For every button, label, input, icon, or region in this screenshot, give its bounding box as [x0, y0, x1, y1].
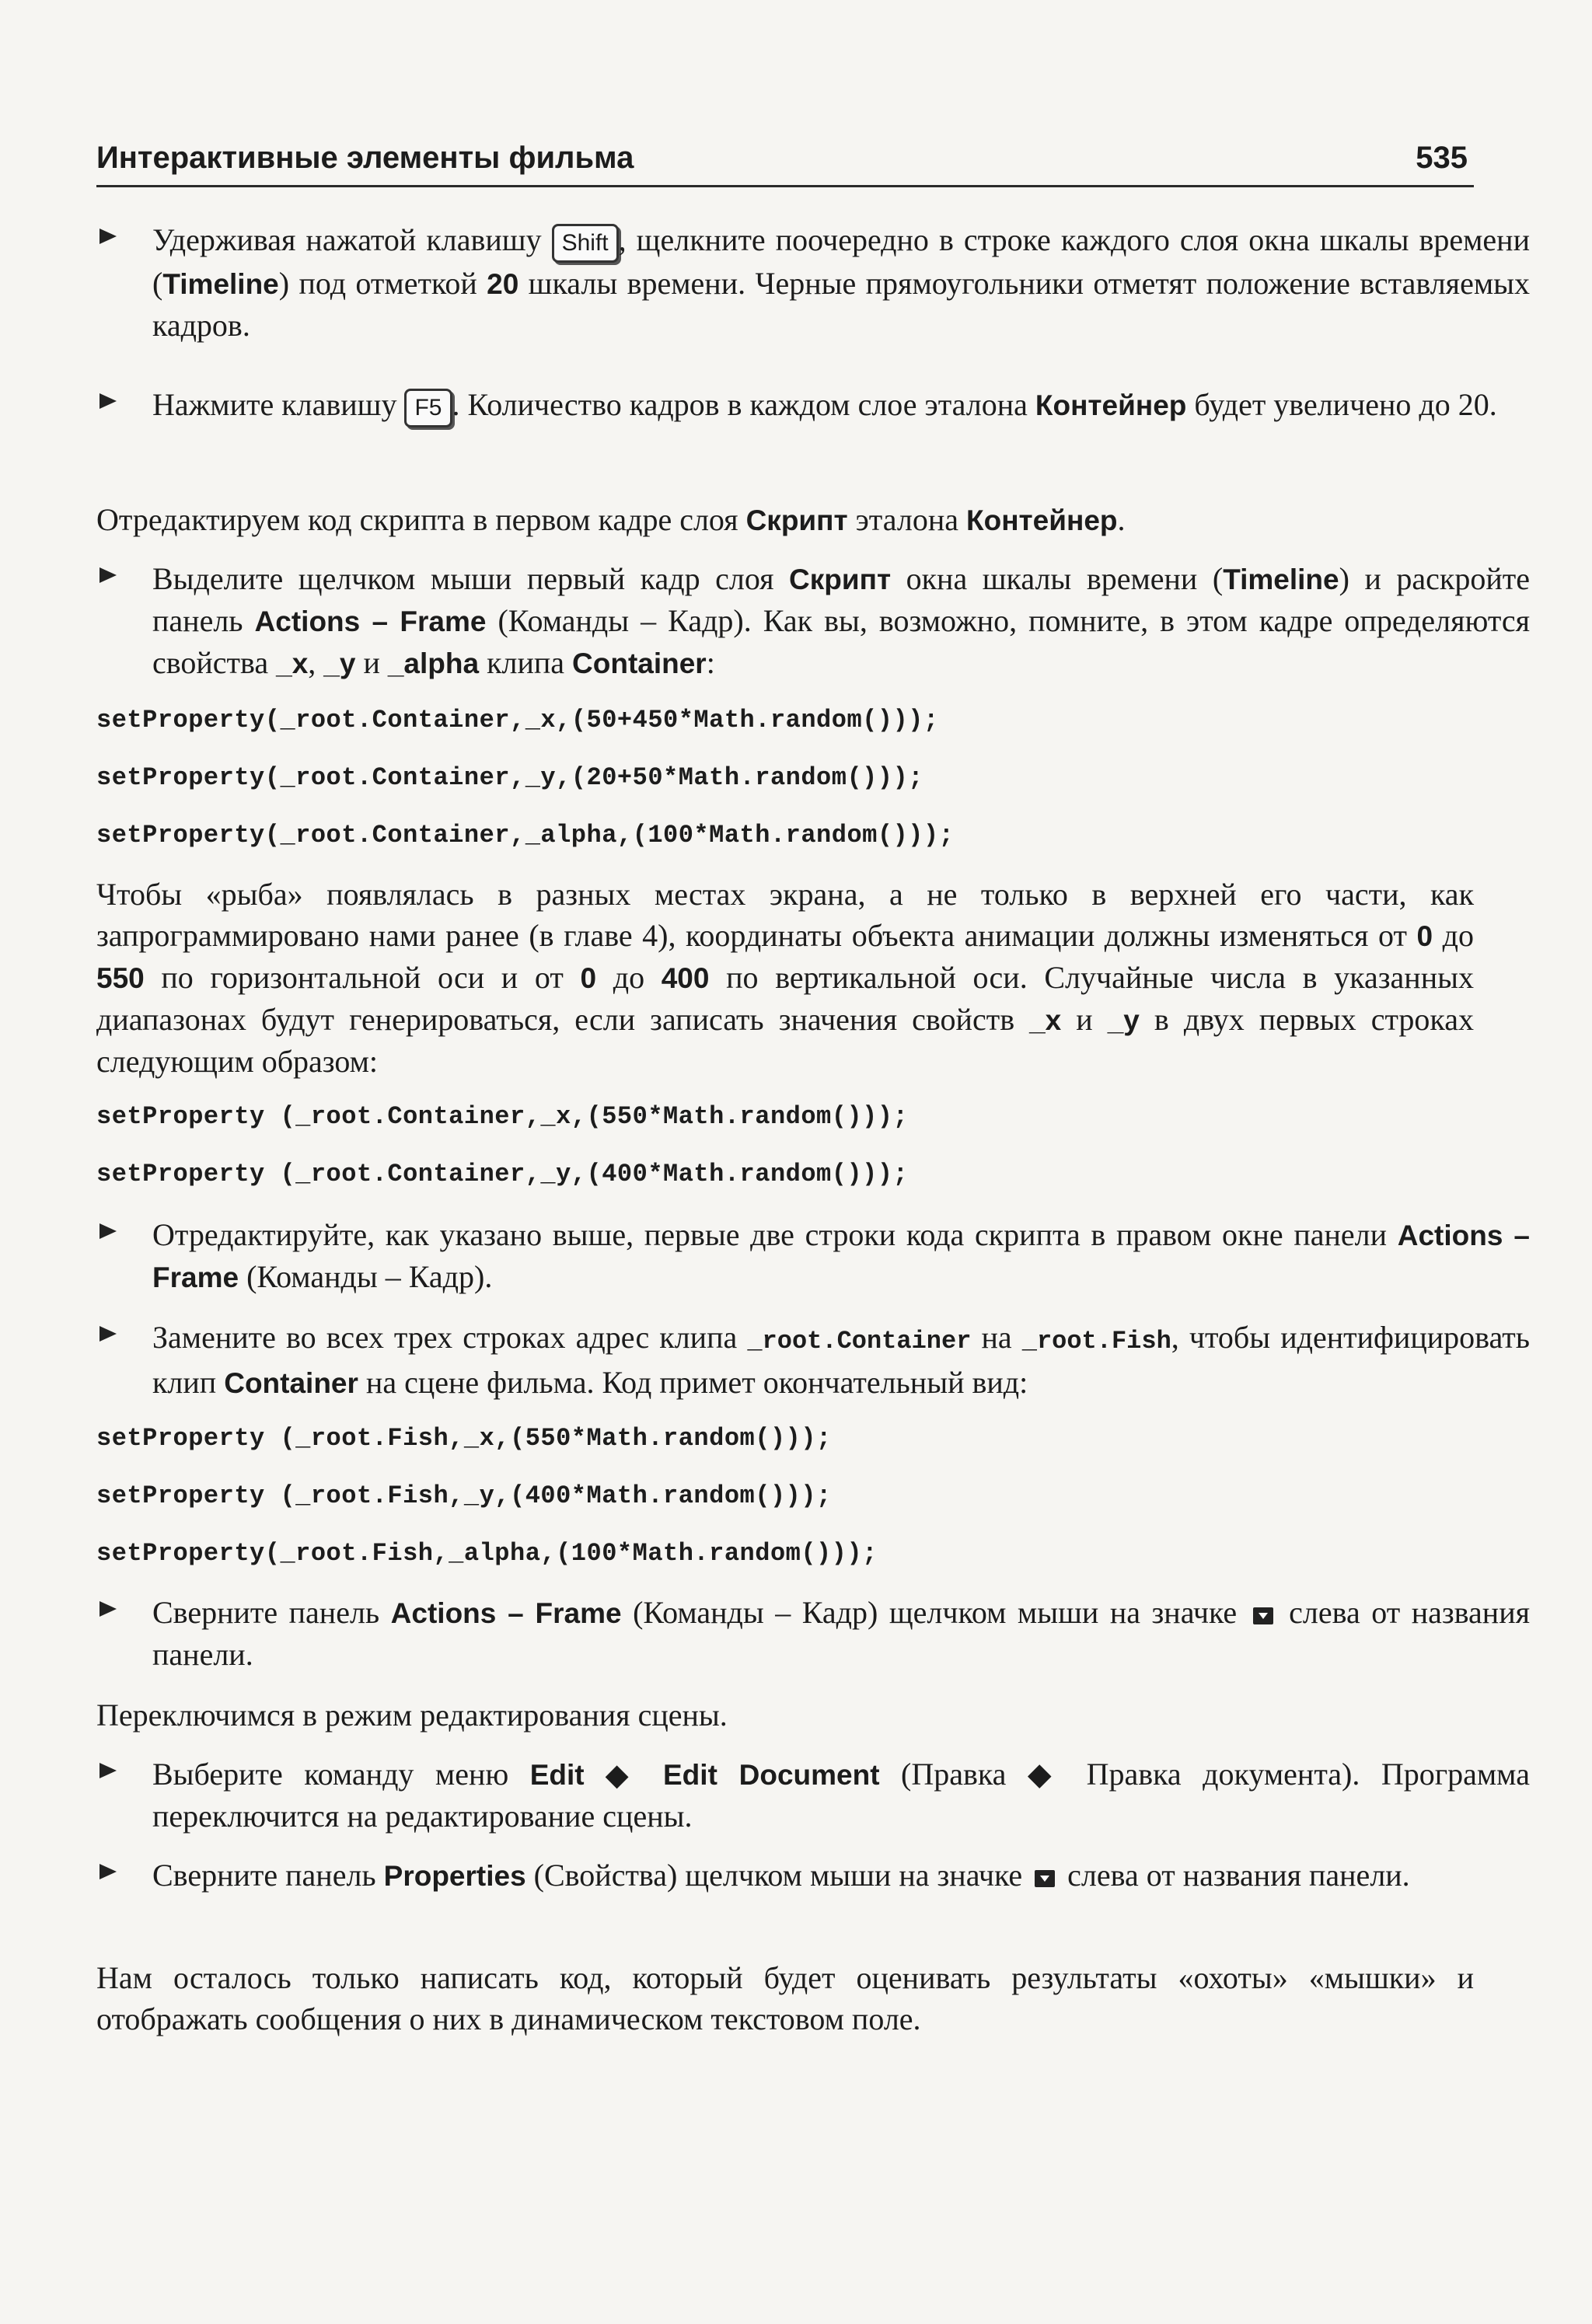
paragraph-edit-script: Отредактируем код скрипта в первом кадре слоя Скрипт эталона Контейнер. — [96, 502, 1126, 537]
bullet-arrow-icon — [100, 1223, 117, 1239]
code-line: setProperty (_root.Container,_x,(550*Math.random())); — [96, 1102, 909, 1131]
code-line: setProperty(_root.Fish,_alpha,(100*Math.random())); — [96, 1539, 878, 1568]
paragraph-write-code: Нам осталось только написать код, который будет оценивать результаты «охоты» «мышки» и отображать сообщения о них в динамическом текстовом поле. — [96, 1960, 1474, 2036]
shift-key-icon: Shift — [552, 224, 619, 263]
bullet-replace-address: Замените во всех трех строках адрес клипа _root.Container на _root.Fish, чтобы идентифицировать клип Container на сцене фильма. Код примет окончательный вид: — [96, 1317, 1530, 1404]
running-header — [96, 129, 1474, 187]
paragraph-switch-mode: Переключимся в режим редактирования сцены. — [96, 1698, 728, 1733]
bullet-select-frame: Выделите щелчком мыши первый кадр слоя Скрипт окна шкалы времени (Timeline) и раскройте панель Actions – Frame (Команды – Кадр). Как вы, возможно, помните, в этом кадре определяются свойства _x, _y и _alpha клипа Container: — [96, 558, 1530, 684]
page-number: 535 — [1416, 141, 1468, 175]
bullet-arrow-icon — [100, 1601, 117, 1617]
code-line: setProperty (_root.Fish,_x,(550*Math.random())); — [96, 1424, 832, 1453]
bullet-arrow-icon — [100, 567, 117, 583]
code-line: setProperty (_root.Fish,_y,(400*Math.random())); — [96, 1481, 832, 1510]
code-line: setProperty(_root.Container,_x,(50+450*Math.random())); — [96, 706, 939, 735]
f5-key-icon: F5 — [404, 389, 452, 427]
code-line: setProperty(_root.Container,_y,(20+50*Math.random())); — [96, 763, 923, 792]
bullet-edit-lines: Отредактируйте, как указано выше, первые две строки кода скрипта в правом окне панели Actions – Frame (Команды – Кадр). — [96, 1214, 1530, 1298]
bullet-arrow-icon — [100, 229, 117, 244]
code-line: setProperty(_root.Container,_alpha,(100*Math.random())); — [96, 821, 955, 850]
bullet-arrow-icon — [100, 1326, 117, 1342]
bullet-arrow-icon — [100, 393, 117, 409]
code-line: setProperty (_root.Container,_y,(400*Math.random())); — [96, 1160, 909, 1188]
bullet-hold-shift: Удерживая нажатой клавишу Shift , щелкните поочередно в строке каждого слоя окна шкалы времени (Timeline) под отметкой 20 шкалы времени. Черные прямоугольники отметят положение вставляемых кадров. — [96, 219, 1530, 346]
bullet-arrow-icon — [100, 1864, 117, 1879]
paragraph-random-coords: Чтобы «рыба» появлялась в разных местах экрана, а не только в верхней его части, как запрограммировано нами ранее (в главе 4), координаты объекта анимации должны изменяться от 0 до 550 по горизонтальной оси и от 0 до 400 по вертикальной оси. Случайные числа в указанных диапазонах будут генерироваться, если записать значения свойств _x и _y в двух первых строках следующим образом: — [96, 877, 1474, 1079]
bullet-edit-document: Выберите команду меню Edit ◆ Edit Document (Правка ◆ Правка документа). Программа переключится на редактирование сцены. — [96, 1753, 1530, 1837]
panel-collapse-icon — [1035, 1870, 1055, 1887]
panel-collapse-icon — [1253, 1607, 1273, 1624]
bullet-collapse-properties: Сверните панель Properties (Свойства) щелчком мыши на значке слева от названия панели. — [96, 1855, 1530, 1897]
bullet-arrow-icon — [100, 1763, 117, 1778]
bullet-press-f5: Нажмите клавишу F5 . Количество кадров в каждом слое эталона Контейнер будет увеличено до 20. — [96, 384, 1530, 427]
chapter-title: Интерактивные элементы фильма — [96, 141, 634, 175]
bullet-collapse-actions: Сверните панель Actions – Frame (Команды – Кадр) щелчком мыши на значке слева от названия панели. — [96, 1592, 1530, 1675]
